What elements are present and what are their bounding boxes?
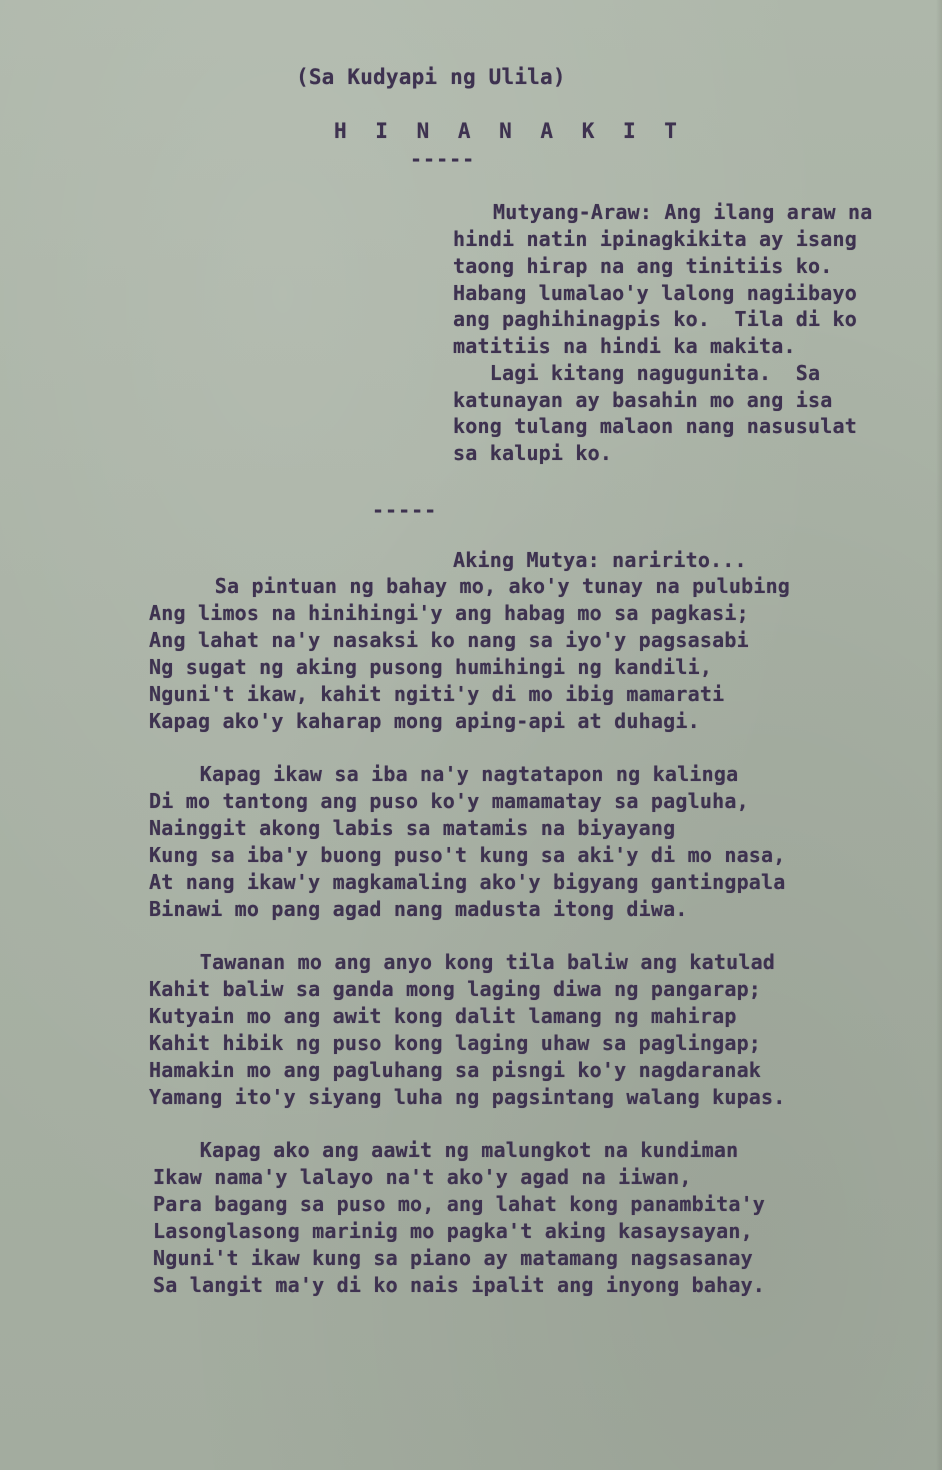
title-rule: ----- [410,147,476,171]
letter-greeting: Aking Mutya: naririto... [453,548,747,572]
verse-line: Ang lahat na'y nasaksi ko nang sa iyo'y pagsasabi [149,628,749,652]
verse-line: Kahit hibik ng puso kong laging uhaw sa paglingap; [149,1031,762,1055]
verse-line: Nguni't ikaw kung sa piano ay matamang nagsasanay [153,1246,753,1270]
intro-line: matitiis na hindi ka makita. [453,334,796,358]
page-edge-shadow [936,0,942,1470]
intro-line: sa kalupi ko. [453,441,613,465]
verse-line: Ang limos na hinihingi'y ang habag mo sa pagkasi; [149,601,749,625]
verse-line: Sa pintuan ng bahay mo, ako'y tunay na pulubing [178,574,791,598]
intro-line: Mutyang-Araw: Ang ilang araw na [493,200,873,224]
verse-line: Kapag ikaw sa iba na'y nagtatapon ng kalinga [163,762,739,786]
verse-line: At nang ikaw'y magkamaling ako'y bigyang gantingpala [149,870,786,894]
poem-subtitle: (Sa Kudyapi ng Ulila) [296,65,566,89]
poem-title: H I N A N A K I T [334,119,685,143]
verse-line: Kahit baliw sa ganda mong laging diwa ng pangarap; [149,977,762,1001]
intro-line: ang paghihinagpis ko. Tila di ko [453,307,857,331]
verse-line: Di mo tantong ang puso ko'y mamamatay sa pagluha, [149,789,749,813]
verse-line: Kapag ako'y kaharap mong aping-api at duhagi. [149,709,700,733]
verse-line: Ng sugat ng aking pusong humihingi ng kandili, [149,655,713,679]
intro-line: Lagi kitang nagugunita. Sa [453,361,821,385]
verse-line: Para bagang sa puso mo, ang lahat kong panambita'y [153,1192,766,1216]
verse-line: Hamakin mo ang pagluhang sa pisngi ko'y nagdaranak [149,1058,762,1082]
verse-line: Nguni't ikaw, kahit ngiti'y di mo ibig mamarati [149,682,725,706]
verse-line: Sa langit ma'y di ko nais ipalit ang inyong bahay. [153,1273,766,1297]
verse-line: Kapag ako ang aawit ng malungkot na kundiman [163,1138,739,1162]
intro-line: kong tulang malaon nang nasusulat [453,414,857,438]
verse-line: Ikaw nama'y lalayo na't ako'y agad na iiwan, [153,1165,692,1189]
section-separator: ----- [372,498,438,522]
verse-line: Kung sa iba'y buong puso't kung sa aki'y di mo nasa, [149,843,786,867]
verse-line: Lasonglasong marinig mo pagka't aking kasaysayan, [153,1219,753,1243]
intro-line: katunayan ay basahin mo ang isa [453,388,833,412]
verse-line: Nainggit akong labis sa matamis na biyayang [149,816,676,840]
intro-line: Habang lumalao'y lalong nagiibayo [453,281,857,305]
intro-line: taong hirap na ang tinitiis ko. [453,254,833,278]
intro-line: hindi natin ipinagkikita ay isang [453,227,857,251]
verse-line: Binawi mo pang agad nang madusta itong diwa. [149,897,688,921]
verse-line: Kutyain mo ang awit kong dalit lamang ng mahirap [149,1004,737,1028]
verse-line: Tawanan mo ang anyo kong tila baliw ang katulad [163,950,776,974]
verse-line: Yamang ito'y siyang luha ng pagsintang walang kupas. [149,1085,786,1109]
